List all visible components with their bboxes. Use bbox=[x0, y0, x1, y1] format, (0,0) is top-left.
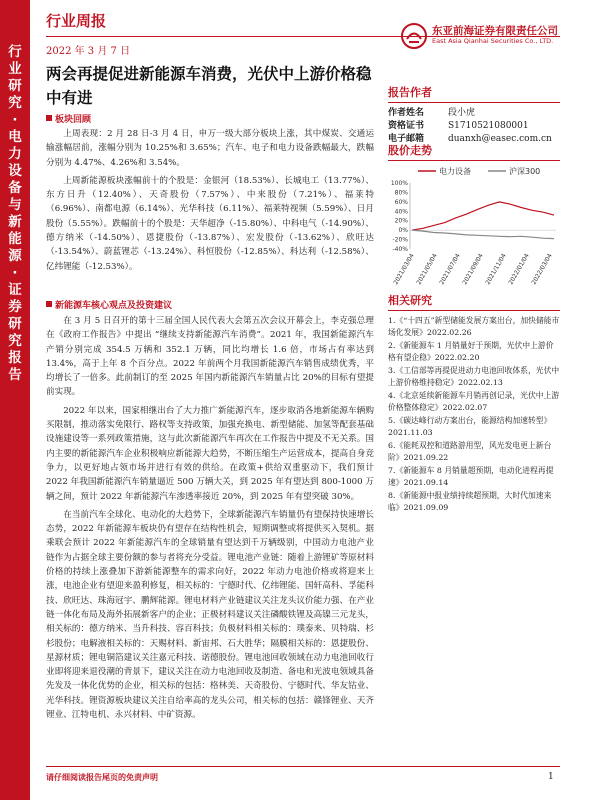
series-line bbox=[412, 230, 554, 239]
x-tick-label: 2021/09/04 bbox=[461, 252, 485, 286]
report-type: 行业周报 bbox=[46, 12, 107, 30]
sidebar-char: 电 bbox=[8, 129, 22, 145]
chart-heading: 股价走势 bbox=[388, 142, 560, 161]
y-tick-label: -40% bbox=[392, 246, 408, 253]
info-row-email: 电子邮箱 duanxh@easec.com.cn bbox=[388, 134, 552, 144]
company-name-en: East Asia Qianhai Securities Co., LTD. bbox=[432, 37, 554, 45]
related-research-item[interactable]: 1.《“十四五”新型储能发展方案出台，加快储能市场化发展》2022.02.26 bbox=[388, 316, 560, 337]
sidebar-char: 能 bbox=[8, 231, 22, 247]
series-line bbox=[412, 202, 554, 230]
author-email-link[interactable]: duanxh@easec.com.cn bbox=[448, 134, 552, 144]
sidebar-char: 行 bbox=[8, 44, 22, 60]
related-research-item[interactable]: 7.《新能源车 8 月销量超预期，电动化进程再提速》2021.09.14 bbox=[388, 466, 554, 487]
stock-trend-chart bbox=[388, 163, 560, 301]
report-title: 两会再提促进新能源车消费，光伏中上游价格稳中有进 bbox=[46, 65, 372, 107]
y-tick-label: 40% bbox=[394, 208, 408, 216]
paragraph-two-sessions: 在 3 月 5 日召开的第十三届全国人民代表大会第五次会议开幕会上，李克强总理在《政府工作报告》中提出 “继续支持新能源汽车消费”。2021 年，我国新能源汽车产销分别完成 354.5 万辆和 352.1 万辆，同比均增长 1.6 倍，市场占有率达到 13.4%，高于上年 8 个百分点。2022 年前两个月我国新能源汽车销售成绩优秀，平均增长了一倍多。此前制订的至 2025 年国内新能源汽车销量占比 20%的目标有望提前实现。 bbox=[46, 316, 374, 398]
author-info-box bbox=[388, 84, 560, 146]
stock-chart-box bbox=[388, 142, 560, 305]
y-tick-label: 0% bbox=[398, 227, 408, 235]
x-tick-label: 2021/03/04 bbox=[392, 252, 416, 286]
sidebar-char: · bbox=[12, 265, 18, 281]
x-tick-label: 2022/03/04 bbox=[530, 252, 554, 286]
paragraph-weekly-performance: 上周表现：2 月 28 日-3 月 4 日，申万一级大部分板块上涨，其中煤炭、交通运输涨幅居前，涨幅分别为 10.25%和 3.65%；汽车、电子和电力设备跌幅最大，跌幅分别为 4.47%、4.26%和 3.54%。 bbox=[46, 129, 374, 168]
sidebar-band bbox=[0, 0, 30, 800]
sidebar-char: 与 bbox=[8, 197, 22, 213]
legend-label: 沪深300 bbox=[509, 167, 541, 176]
company-emblem-icon bbox=[400, 22, 428, 50]
related-research-item[interactable]: 5.《碳达峰行动方案出台，能源结构加速转型》2021.11.03 bbox=[388, 416, 552, 437]
page-number: 1 bbox=[548, 772, 554, 782]
sidebar-char: 究 bbox=[8, 95, 22, 111]
legend-label: 电力设备 bbox=[439, 167, 471, 176]
report-date: 2022 年 3 月 7 日 bbox=[46, 46, 131, 57]
sidebar-char: 券 bbox=[8, 299, 22, 315]
y-tick-label: 20% bbox=[394, 217, 408, 225]
x-tick-label: 2021/11/04 bbox=[484, 252, 508, 286]
info-row-name: 作者姓名 段小虎 bbox=[388, 108, 476, 118]
author-info-list bbox=[388, 107, 560, 146]
related-heading: 相关研究 bbox=[388, 292, 560, 311]
company-name-cn: 东亚前海证券有限责任公司 bbox=[432, 25, 558, 37]
y-tick-label: 80% bbox=[394, 189, 408, 197]
y-tick-label: -20% bbox=[392, 236, 408, 244]
related-research-item[interactable]: 4.《北京延续新能源车月销再创记录，光伏中上游价格整体稳定》2022.02.07 bbox=[388, 391, 560, 412]
sidebar-char: 研 bbox=[8, 316, 22, 332]
paragraph-investment: 在当前汽车全球化、电动化的大趋势下，全球新能源汽车销量仍有望保持快速增长态势，2022 年新能源车板块仍有望存在结构性机会，短期调整或将提供买入契机。据乘联会预计 2022 年新能源汽车的全球销量有望达到千万辆级别，中国动力电池产业链作为占据全球主要份额的参与者将充分受益。锂电池产业链：随着上游锂矿等原材料价格的持续上涨叠加下游新能源整车的需求向好，2022 年动力电池价格或将迎来上涨，电池企业有望迎来盈利修复，相关标的：宁德时代、亿纬锂能、国轩高科、孚能科技、欣旺达、珠海冠宇、鹏辉能源。锂电材料产业链建议关注龙头议价能力强、在产业链一体化布局及海外拓展新客户的企业；正极材料建议关注磷酸铁锂及高镍三元龙头，相关标的：德方纳米、当升科技、容百科技；负极材料相关标的：璞泰来、贝特瑞、杉杉股份；电解液相关标的：天赐材料、新宙邦、石大胜华；隔膜相关标的：恩捷股份、星源材质；锂电铜箔建议关注嘉元科技、诺德股份。锂电池回收领域在动力电池回收行业即将迎来退役潮的背景下，建议关注在动力电池回收及制造、备电和光波电领域具备先发及一体化优势的企业，相关标的包括：格林美、天奇股份、宁德时代、华友钴业、光华科技。锂资源板块建议关注自给率高的龙头公司，相关标的包括：赣锋锂业、天齐锂业、江特电机、永兴材料、中矿资源。 bbox=[46, 509, 374, 721]
related-research-box bbox=[388, 292, 560, 515]
sidebar-char: 告 bbox=[8, 367, 22, 383]
y-tick-label: 100% bbox=[390, 180, 408, 187]
paragraph-top-stocks: 上周新能源板块涨幅前十的个股是：金银河（18.53%）、长城电工（13.77%）、东方日升（12.40%）、天奇股份（7.57%）、中来股份（7.21%）、福莱特（6.96%）、南都电源（6.14%）、光华科技（6.11%）、福莱特视频（5.59%）、日月股份（5.55%）。跌幅前十的个股是：天华超净（-15.80%）、中科电气（-14.90%）、德方纳米（-14.50%）、恩捷股份（-13.87%）、宏发股份（-13.62%）、欣旺达（-13.54%）、蔚蓝锂芯（-13.24%）、科恒股份（-12.85%）、科达利（-12.58%）、亿纬锂能（-12.53%）。 bbox=[46, 175, 374, 272]
section-heading-view: 新能源车核心观点及投资建议 bbox=[46, 298, 172, 311]
sidebar-char: 业 bbox=[8, 61, 22, 77]
sidebar-char: 备 bbox=[8, 180, 22, 196]
related-research-item[interactable]: 6.《能耗双控和道路游用型，风光发电更上新台阶》2021.09.22 bbox=[388, 441, 552, 462]
review-text bbox=[46, 127, 374, 274]
sidebar-category-text bbox=[0, 44, 30, 384]
y-tick-label: 60% bbox=[394, 198, 408, 206]
paragraph-policy: 2022 年以来，国家相继出台了大力推广新能源汽车，逐步取消各地新能源车辆购买限制，推动落实免限行、路权等支持政策，加强充换电、新型储能、加氢等配套基础设施建设等一系列政策措施，这与此次新能源汽车再次在工作报告中提及不无关系。国内主要的新能源汽车企业积极响应新能源大趋势，不断压缩生产运营成本，提高自身竞争力，以更好地占领市场并进行有效的供给。在政策+供给双重驱动下，我们预计 2022 年我国新能源汽车销量逼近 500 万辆大关，到 2025 年有望达到 800-1000 万辆之间，预计 2022 年新能源汽车渗透率接近 20%，到 2025 年有望突破 30%。 bbox=[46, 405, 374, 502]
x-tick-label: 2021/05/04 bbox=[415, 252, 439, 286]
sidebar-char: 究 bbox=[8, 333, 22, 349]
footer-divider bbox=[46, 766, 560, 767]
sidebar-char: 报 bbox=[8, 350, 22, 366]
info-row-cert: 资格证书 S1710521080001 bbox=[388, 121, 529, 131]
related-research-item[interactable]: 3.《工信部等再提促进动力电池回收体系，光伏中上游价格维持稳定》2022.02.13 bbox=[388, 366, 560, 387]
related-research-list bbox=[388, 315, 560, 513]
sidebar-char: · bbox=[12, 112, 18, 128]
sidebar-char: 证 bbox=[8, 282, 22, 298]
company-logo bbox=[400, 22, 560, 50]
view-text bbox=[46, 314, 374, 722]
sidebar-char: 研 bbox=[8, 78, 22, 94]
author-heading: 报告作者 bbox=[388, 84, 560, 103]
footer-disclaimer: 请仔细阅读报告尾页的免责声明 bbox=[46, 772, 158, 782]
x-tick-label: 2021/07/04 bbox=[438, 252, 462, 286]
section-heading-review: 板块回顾 bbox=[46, 112, 91, 125]
x-tick-label: 2022/01/04 bbox=[507, 252, 531, 286]
sidebar-char: 源 bbox=[8, 248, 22, 264]
sidebar-char: 新 bbox=[8, 214, 22, 230]
sidebar-char: 力 bbox=[8, 146, 22, 162]
related-research-item[interactable]: 2.《新能源车 1 月销量好于预期，光伏中上游价格有望企稳》2022.02.20 bbox=[388, 341, 554, 362]
sidebar-char: 设 bbox=[8, 163, 22, 179]
related-research-item[interactable]: 8.《新能源中报业绩持续超预期，大时代加速来临》2021.09.09 bbox=[388, 491, 552, 512]
